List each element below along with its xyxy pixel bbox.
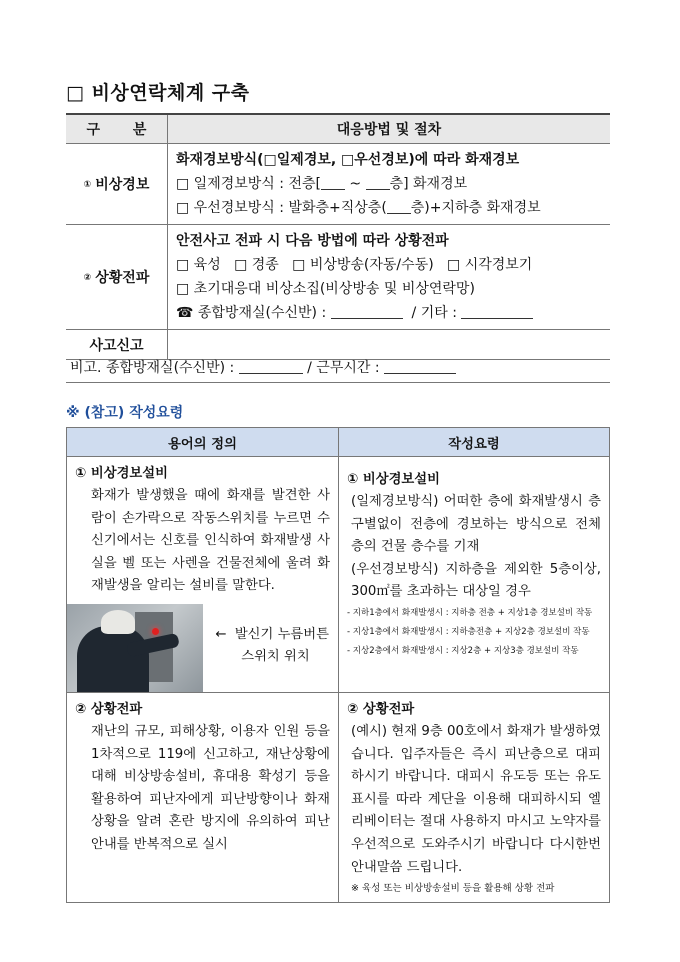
photo-caption	[207, 604, 329, 668]
guide-alarm-p2: (우선경보방식) 지하층을 제외한 5층이상, 300㎡를 초과하는 대상일 경우	[351, 561, 601, 600]
remarks-control-room: 비고. 종합방재실(수신반) :	[70, 360, 235, 376]
emergency-contact-table	[66, 113, 610, 360]
photo-row	[67, 604, 338, 692]
header-definition: 용어의 정의	[67, 428, 339, 457]
guide-alarm-p1: (일제경보방식) 어떠한 층에 화재발생시 층 구별없이 전층에 경보하는 방식으로 전체 층의 건물 층수를 기재	[351, 494, 601, 555]
caption-line-1: ← 발신기 누름버튼	[215, 626, 329, 642]
page-title: □ 비상연락체계 구축	[66, 82, 250, 104]
row-alarm	[66, 144, 610, 225]
row-broadcast	[66, 225, 610, 330]
remarks-work-hours: / 근무시간 :	[307, 360, 380, 376]
definition-alarm-body: 화재가 발생했을 때에 화재를 발견한 사람이 손가락으로 작동스위치를 누르면 수신기에서는 신호를 인식하여 화재발생 사실을 벨 또는 사렌을 건물전체에 울려 화재발생을 알리는 설비를 말한다.	[91, 488, 330, 594]
blank-field[interactable]	[384, 359, 456, 374]
row-report-label: 사고신고	[66, 330, 168, 360]
definition-broadcast-body: 재난의 규모, 피해상황, 이용자 인원 등을 1차적으로 119에 신고하고, 재난상황에 대해 비상방송설비, 휴대용 확성기 등을 활용하여 피난자에게 피난방향이나 화재 상황을 알려 혼란 방지에 유의하여 피난 안내를 반복적으로 실시	[91, 723, 330, 852]
alarm-line-3: □ 우선경보방식 : 발화층+직상층( 층)+지하층 화재경보	[176, 200, 541, 216]
row-alarm-content	[168, 144, 611, 225]
row-broadcast-content	[168, 225, 611, 330]
circle-two-mark: ②	[83, 273, 92, 283]
guide-alarm-s3: - 지상2층에서 화재발생시 : 지상2층 + 지상3층 경보설비 작동	[347, 645, 579, 656]
broadcast-label-text: 상황전파	[95, 270, 150, 286]
guide-alarm	[339, 457, 610, 693]
caption-line-2: 스위치 위치	[241, 648, 310, 664]
alarm-button-photo	[67, 604, 203, 692]
guide-broadcast-body: (예시) 현재 9층 00호에서 화재가 발생하였습니다. 입주자들은 즉시 피난층으로 대피하시기 바랍니다. 대피시 유도등 또는 유도표시를 따라 계단을 이용해 대피하시되 엘리베이터는 절대 사용하지 마시고 노약자를 우선적으로 도와주시기 바랍니다 다시한번 안내말씀 드립니다.	[351, 723, 601, 875]
table-header-row	[66, 114, 610, 144]
guide-alarm-heading: ① 비상경보설비	[347, 472, 440, 487]
blank-field[interactable]	[387, 199, 411, 214]
guide-row-broadcast	[67, 692, 610, 902]
header-guide: 작성요령	[339, 428, 610, 457]
circle-one-mark: ①	[83, 180, 92, 190]
blank-field[interactable]	[366, 175, 390, 190]
guide-alarm-s2: - 지상1층에서 화재발생시 : 지하층전층 + 지상2층 경보설비 작동	[347, 626, 590, 637]
definition-alarm-heading: ① 비상경보설비	[75, 466, 168, 481]
alarm-label-text: 비상경보	[95, 177, 150, 193]
alarm-line-1: 화재경보방식(□일제경보, □우선경보)에 따라 화재경보	[176, 152, 520, 168]
guide-alarm-s1: - 지하1층에서 화재발생시 : 지하층 전층 + 지상1층 경보설비 작동	[347, 607, 593, 618]
definition-alarm	[67, 457, 339, 693]
row-alarm-label	[66, 144, 168, 225]
alarm-line-2: □ 일제경보방식 : 전층[ ~ 층] 화재경보	[176, 176, 468, 192]
guide-header-row	[67, 428, 610, 457]
reference-heading: ※ (참고) 작성요령	[66, 405, 184, 421]
guide-row-alarm	[67, 457, 610, 693]
blank-field[interactable]	[239, 359, 303, 374]
blank-field[interactable]	[331, 304, 403, 319]
broadcast-line-1: 안전사고 전파 시 다음 방법에 따라 상황전파	[176, 233, 449, 249]
broadcast-line-4: ☎ 종합방재실(수신반) : / 기타 :	[176, 301, 604, 325]
remarks-line	[66, 353, 610, 383]
blank-field[interactable]	[461, 304, 533, 319]
header-procedure: 대응방법 및 절차	[168, 114, 611, 144]
blank-field[interactable]	[321, 175, 345, 190]
header-category: 구 분	[66, 114, 168, 144]
guide-broadcast	[339, 692, 610, 902]
broadcast-line-3: □ 초기대응대 비상소집(비상방송 및 비상연락망)	[176, 281, 475, 297]
row-broadcast-label	[66, 225, 168, 330]
broadcast-line-2: □ 육성 □ 경종 □ 비상방송(자동/수동) □ 시각경보기	[176, 257, 533, 273]
guide-broadcast-heading: ② 상황전파	[347, 701, 415, 717]
guide-broadcast-foot: ※ 육성 또는 비상방송설비 등을 활용해 상황 전파	[351, 883, 555, 895]
guide-table	[66, 427, 610, 903]
definition-broadcast	[67, 692, 339, 902]
definition-broadcast-heading: ② 상황전파	[75, 701, 143, 717]
